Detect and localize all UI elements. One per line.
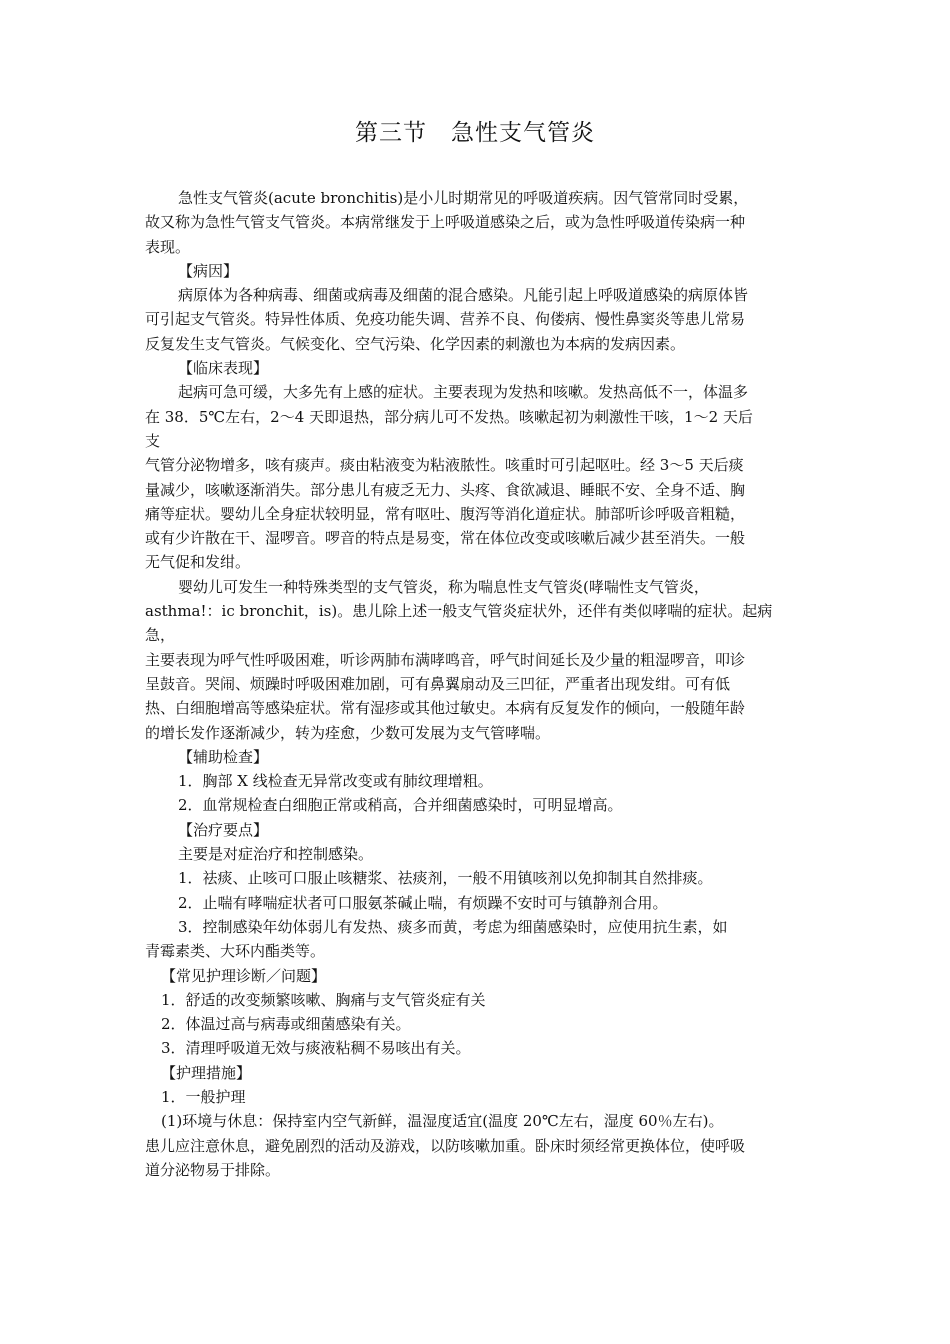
text-line: 表现。 bbox=[145, 237, 191, 256]
text-line: 主要是对症治疗和控制感染。 bbox=[178, 845, 374, 864]
text-line: 1．一般护理 bbox=[161, 1087, 246, 1106]
text-line: 【治疗要点】 bbox=[178, 820, 269, 839]
text-line: 在 38．5℃左右，2～4 天即退热，部分病儿可不发热。咳嗽起初为刺激性干咳，1～2 天后 bbox=[145, 407, 753, 426]
text-line: 患儿应注意休息，避免剧烈的活动及游戏，以防咳嗽加重。卧床时须经常更换体位，使呼吸 bbox=[145, 1136, 746, 1155]
document-body bbox=[145, 186, 807, 1182]
text-line: 无气促和发绀。 bbox=[145, 553, 251, 572]
text-line: 1．胸部 X 线检查无异常改变或有肺纹理增粗。 bbox=[178, 772, 493, 791]
text-line: 支 bbox=[145, 431, 161, 450]
text-line: 3．清理呼吸道无效与痰液粘稠不易咳出有关。 bbox=[161, 1039, 471, 1058]
text-line: 1．祛痰、止咳可口服止咳糖浆、祛痰剂，一般不用镇咳剂以免抑制其自然排痰。 bbox=[178, 869, 713, 888]
text-line: 主要表现为呼气性呼吸困难，听诊两肺布满哮鸣音，呼气时间延长及少量的粗湿啰音，叩诊 bbox=[145, 650, 746, 669]
text-line: 急， bbox=[145, 626, 176, 645]
text-line: asthma!：ic bronchit，is)。患儿除上述一般支气管炎症状外，还伴有类似哮喘的症状。起病 bbox=[145, 602, 773, 621]
text-line: 故又称为急性气管支气管炎。本病常继发于上呼吸道感染之后，或为急性呼吸道传染病一种 bbox=[145, 213, 746, 232]
text-line: 热、白细胞增高等感染症状。常有湿疹或其他过敏史。本病有反复发作的倾向，一般随年龄 bbox=[145, 699, 746, 718]
text-line: 【护理措施】 bbox=[161, 1063, 252, 1082]
text-line: (1)环境与休息：保持室内空气新鲜，温湿度适宜(温度 20℃左右，湿度 60％左右)。 bbox=[161, 1112, 724, 1131]
text-line: 道分泌物易于排除。 bbox=[145, 1160, 281, 1179]
text-line: 痛等症状。婴幼儿全身症状较明显，常有呕吐、腹泻等消化道症状。肺部听诊呼吸音粗糙， bbox=[145, 504, 746, 523]
text-line: 病原体为各种病毒、细菌或病毒及细菌的混合感染。凡能引起上呼吸道感染的病原体皆 bbox=[178, 286, 749, 305]
text-line: 【临床表现】 bbox=[178, 359, 269, 378]
text-line: 气管分泌物增多，咳有痰声。痰由粘液变为粘液脓性。咳重时可引起呕吐。经 3～5 天后痰 bbox=[145, 456, 744, 475]
text-line: 急性支气管炎(acute bronchitis)是小儿时期常见的呼吸道疾病。因气管常同时受累， bbox=[178, 189, 749, 207]
text-line: 2．体温过高与病毒或细菌感染有关。 bbox=[161, 1015, 411, 1034]
text-line: 或有少许散在干、湿啰音。啰音的特点是易变，常在体位改变或咳嗽后减少甚至消失。一般 bbox=[145, 529, 746, 548]
text-line: 青霉素类、大环内酯类等。 bbox=[145, 942, 326, 961]
text-line: 【常见护理诊断／问题】 bbox=[161, 966, 327, 985]
text-line: 3．控制感染年幼体弱儿有发热、痰多而黄，考虑为细菌感染时，应使用抗生素，如 bbox=[178, 917, 728, 936]
text-line: 呈鼓音。哭闹、烦躁时呼吸困难加剧，可有鼻翼扇动及三凹征，严重者出现发绀。可有低 bbox=[145, 674, 731, 693]
text-line: 的增长发作逐渐减少，转为痊愈，少数可发展为支气管哮喘。 bbox=[145, 723, 551, 742]
text-line: 1．舒适的改变频繁咳嗽、胸痛与支气管炎症有关 bbox=[161, 990, 486, 1009]
page-title: 第三节 急性支气管炎 bbox=[355, 120, 595, 146]
text-line: 2．血常规检查白细胞正常或稍高，合并细菌感染时，可明显增高。 bbox=[178, 796, 623, 815]
text-line: 反复发生支气管炎。气候变化、空气污染、化学因素的刺激也为本病的发病因素。 bbox=[145, 334, 686, 353]
text-line: 2．止喘有哮喘症状者可口服氨茶碱止喘，有烦躁不安时可与镇静剂合用。 bbox=[178, 893, 668, 912]
text-line: 【辅助检查】 bbox=[178, 747, 269, 766]
text-line: 起病可急可缓，大多先有上感的症状。主要表现为发热和咳嗽。发热高低不一，体温多 bbox=[178, 383, 749, 402]
text-line: 量减少，咳嗽逐渐消失。部分患儿有疲乏无力、头疼、食欲减退、睡眠不安、全身不适、胸 bbox=[145, 480, 746, 499]
text-line: 【病因】 bbox=[178, 261, 239, 280]
text-line: 婴幼儿可发生一种特殊类型的支气管炎，称为喘息性支气管炎(哮喘性支气管炎， bbox=[178, 577, 709, 596]
text-line: 可引起支气管炎。特异性体质、免疫功能失调、营养不良、佝偻病、慢性鼻窦炎等患儿常易 bbox=[145, 310, 746, 329]
